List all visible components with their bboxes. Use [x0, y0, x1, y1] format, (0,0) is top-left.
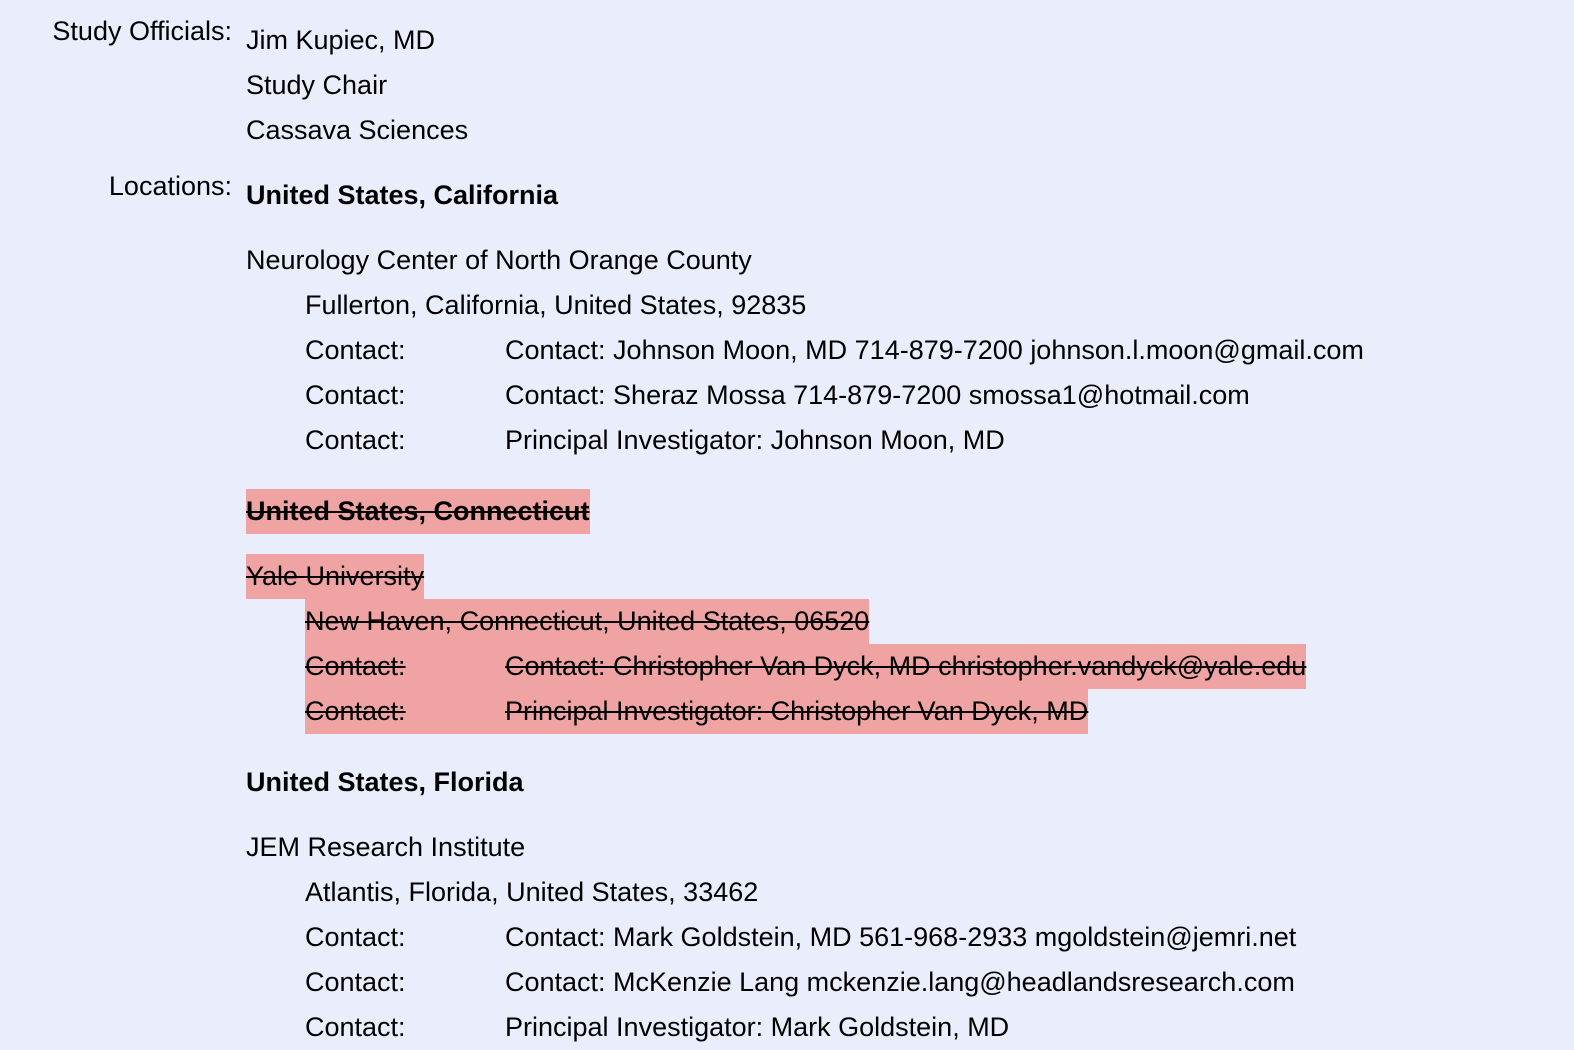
- study-official-role: Study Chair: [246, 70, 388, 100]
- location-site-name: Neurology Center of North Orange County: [246, 245, 752, 275]
- contact-value: Contact: Mark Goldstein, MD 561-968-2933 mgoldstein@jemri.net: [505, 922, 1297, 952]
- location-contact-row: [305, 960, 1295, 1005]
- contact-value: Principal Investigator: Mark Goldstein, MD: [505, 1012, 1010, 1042]
- contact-key: Contact:: [305, 651, 406, 681]
- contact-key: Contact:: [305, 425, 406, 455]
- contact-key: Contact:: [305, 967, 406, 997]
- location-contact-row-deleted: [305, 644, 1306, 689]
- location-group-california: [246, 173, 1364, 463]
- study-officials-section: [0, 18, 1574, 153]
- contact-key: Contact:: [305, 922, 406, 952]
- location-site-name: JEM Research Institute: [246, 832, 526, 862]
- study-official-org: Cassava Sciences: [246, 115, 469, 145]
- location-contact-row-deleted: [305, 689, 1088, 734]
- contact-key: Contact:: [305, 335, 406, 365]
- location-contact-row: [305, 373, 1250, 418]
- contact-value: Contact: McKenzie Lang mckenzie.lang@headlandsresearch.com: [505, 967, 1295, 997]
- contact-value: Contact: Sheraz Mossa 714-879-7200 smossa1@hotmail.com: [505, 380, 1250, 410]
- study-officials-values: [232, 18, 468, 153]
- location-contact-row: [305, 1005, 1009, 1050]
- contact-value: Contact: Christopher Van Dyck, MD christopher.vandyck@yale.edu: [505, 651, 1307, 681]
- location-state-heading-deleted: United States, Connecticut: [246, 489, 590, 534]
- contact-value: Contact: Johnson Moon, MD 714-879-7200 johnson.l.moon@gmail.com: [505, 335, 1364, 365]
- location-group-connecticut: [246, 489, 1364, 734]
- location-state-heading: United States, Florida: [246, 767, 524, 797]
- locations-label: Locations:: [108, 171, 232, 201]
- location-address: Atlantis, Florida, United States, 33462: [305, 877, 759, 907]
- contact-key: Contact:: [305, 696, 406, 726]
- contact-key: Contact:: [305, 380, 406, 410]
- location-contact-row: [305, 328, 1364, 373]
- study-officials-label: Study Officials:: [52, 16, 232, 46]
- location-address-deleted: New Haven, Connecticut, United States, 06520: [305, 599, 869, 644]
- location-state-heading: United States, California: [246, 180, 559, 210]
- contact-value: Principal Investigator: Christopher Van Dyck, MD: [505, 696, 1089, 726]
- location-contact-row: [305, 418, 1005, 463]
- clinical-trial-record: [0, 18, 1574, 1040]
- locations-values: [232, 173, 1364, 1050]
- contact-value: Principal Investigator: Johnson Moon, MD: [505, 425, 1005, 455]
- contact-key: Contact:: [305, 1012, 406, 1042]
- location-contact-row: [305, 915, 1296, 960]
- location-group-florida: [246, 760, 1364, 1050]
- location-address: Fullerton, California, United States, 92835: [305, 290, 807, 320]
- study-official-name: Jim Kupiec, MD: [246, 25, 436, 55]
- locations-section: [0, 173, 1574, 1050]
- location-site-name-deleted: Yale University: [246, 554, 424, 599]
